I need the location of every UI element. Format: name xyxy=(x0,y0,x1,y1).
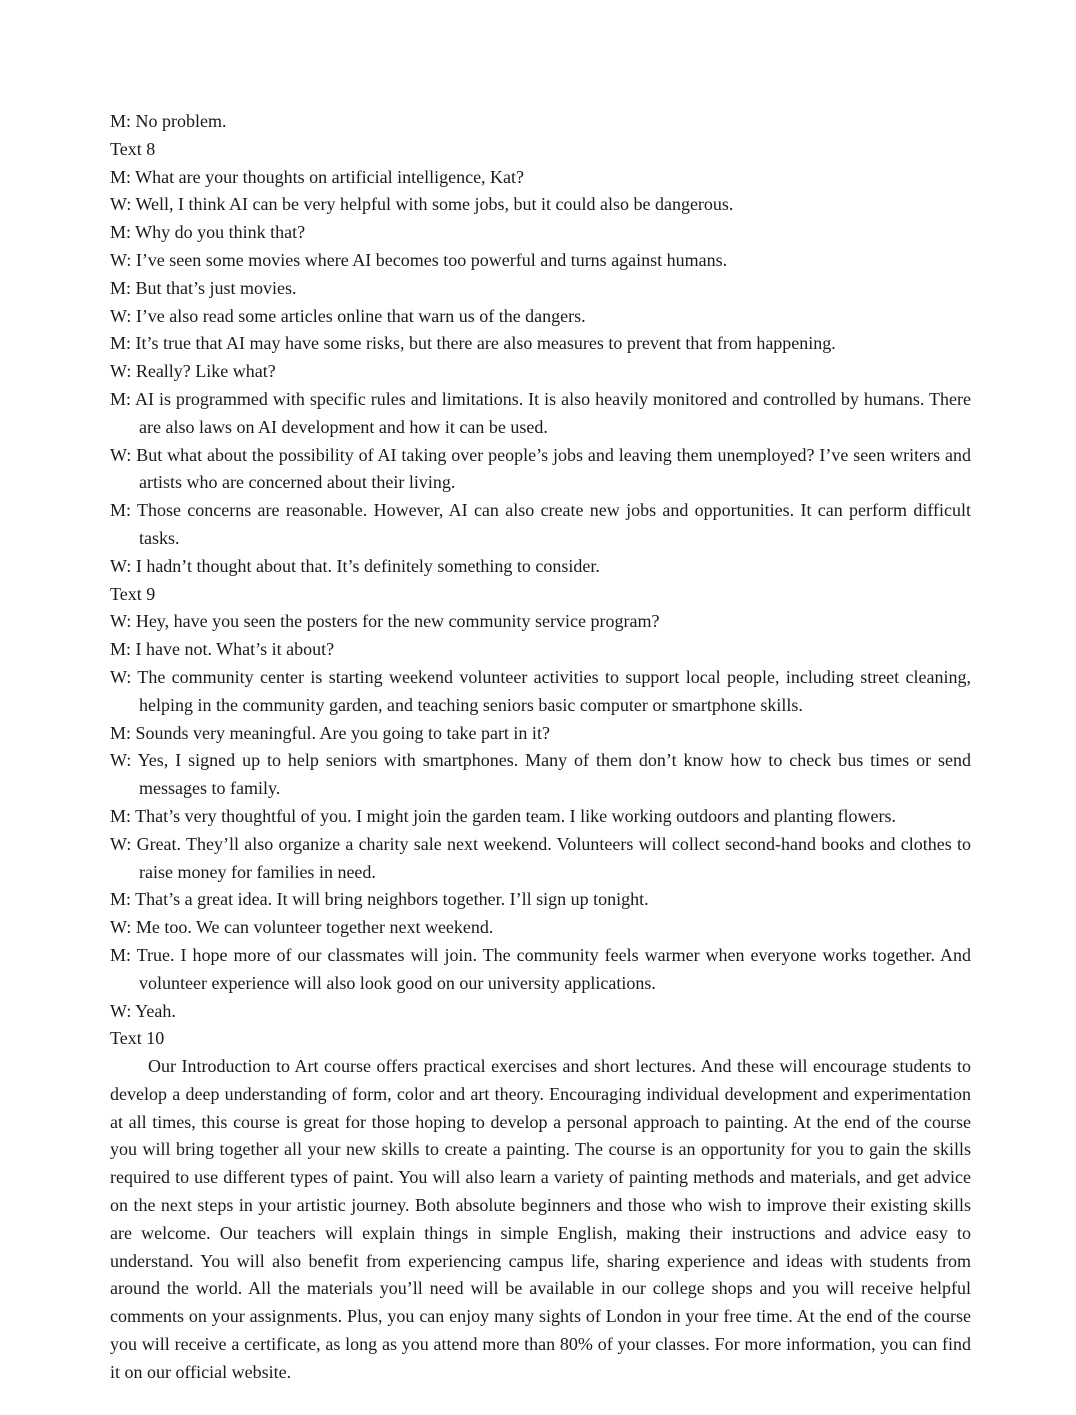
dialog-line: M: Those concerns are reasonable. However, AI can also create new jobs and opportunities. It can perform difficult tasks. xyxy=(110,500,971,548)
dialog-line: M: Sounds very meaningful. Are you going to take part in it? xyxy=(110,722,550,743)
dialog-line: W: I hadn’t thought about that. It’s definitely something to consider. xyxy=(110,555,600,576)
dialog-line: M: Why do you think that? xyxy=(110,222,306,243)
dialog-line: M: It’s true that AI may have some risks, but there are also measures to prevent that from happening. xyxy=(110,333,836,354)
section-heading: Text 10 xyxy=(110,1028,165,1049)
dialog-line: W: But what about the possibility of AI taking over people’s jobs and leaving them unemployed? I’ve seen writers and artists who are concerned about their living. xyxy=(110,444,971,493)
dialog-line: W: I’ve seen some movies where AI becomes too powerful and turns against humans. xyxy=(110,249,728,270)
dialog-line: W: Great. They’ll also organize a charity sale next weekend. Volunteers will collect second-hand books and clothes to raise money for families in need. xyxy=(110,833,971,882)
section-heading: Text 8 xyxy=(110,138,156,159)
dialog-line: M: That’s very thoughtful of you. I might join the garden team. I like working outdoors and planting flowers. xyxy=(110,805,897,826)
dialog-line: M: What are your thoughts on artificial intelligence, Kat? xyxy=(110,166,525,187)
dialog-line: W: Yeah. xyxy=(110,1000,176,1021)
dialog-line: M: AI is programmed with specific rules and limitations. It is also heavily monitored and controlled by humans. There are also laws on AI development and how it can be used. xyxy=(110,388,971,437)
dialog-line: W: Me too. We can volunteer together next weekend. xyxy=(110,917,494,938)
dialog-line: W: I’ve also read some articles online that warn us of the dangers. xyxy=(110,305,586,326)
dialog-line: W: Really? Like what? xyxy=(110,361,276,382)
dialog-line: W: The community center is starting weekend volunteer activities to support local people, including street cleaning, helping in the community garden, and teaching seniors basic computer or smartphone skills. xyxy=(110,666,971,715)
dialog-line: M: That’s a great idea. It will bring neighbors together. I’ll sign up tonight. xyxy=(110,889,649,910)
dialog-line: W: Yes, I signed up to help seniors with smartphones. Many of them don’t know how to check bus times or send messages to family. xyxy=(110,750,971,799)
dialog-line: W: Hey, have you seen the posters for the new community service program? xyxy=(110,611,660,632)
dialog-line: M: I have not. What’s it about? xyxy=(110,639,335,660)
dialog-line: M: True. I hope more of our classmates will join. The community feels warmer when everyone works together. And volunteer experience will also look good on our university applications. xyxy=(110,944,971,993)
dialog-line: M: No problem. xyxy=(110,111,227,131)
dialog-line: M: But that’s just movies. xyxy=(110,277,297,298)
passage-paragraph: Our Introduction to Art course offers practical exercises and short lectures. And these will encourage students to develop a deep understanding of form, color and art theory. Encouraging individual development and experimentation at all times, this course is great for those hoping to develop a personal approach to painting. At the end of the course you will bring together all your new skills to create a painting. The course is an opportunity for you to gain the skills required to use different types of paint. You will also learn a variety of painting methods and materials, and get advice on the next steps in your artistic journey. Both absolute beginners and those who wish to improve their existing skills are welcome. Our teachers will explain things in simple English, making their instructions and advice easy to understand. You will also benefit from experiencing campus life, sharing experience and ideas with students from around the world. All the materials you’ll need will be available in our college shops and you will receive helpful comments on your assignments. Plus, you can enjoy many sights of London in your free time. At the end of the course you will receive a certificate, as long as you attend more than 80% of your classes. For more information, you can find it on our official website. xyxy=(110,1056,971,1382)
transcript-page xyxy=(110,108,971,1387)
dialog-line: W: Well, I think AI can be very helpful with some jobs, but it could also be dangerous. xyxy=(110,194,734,215)
section-heading: Text 9 xyxy=(110,583,156,604)
